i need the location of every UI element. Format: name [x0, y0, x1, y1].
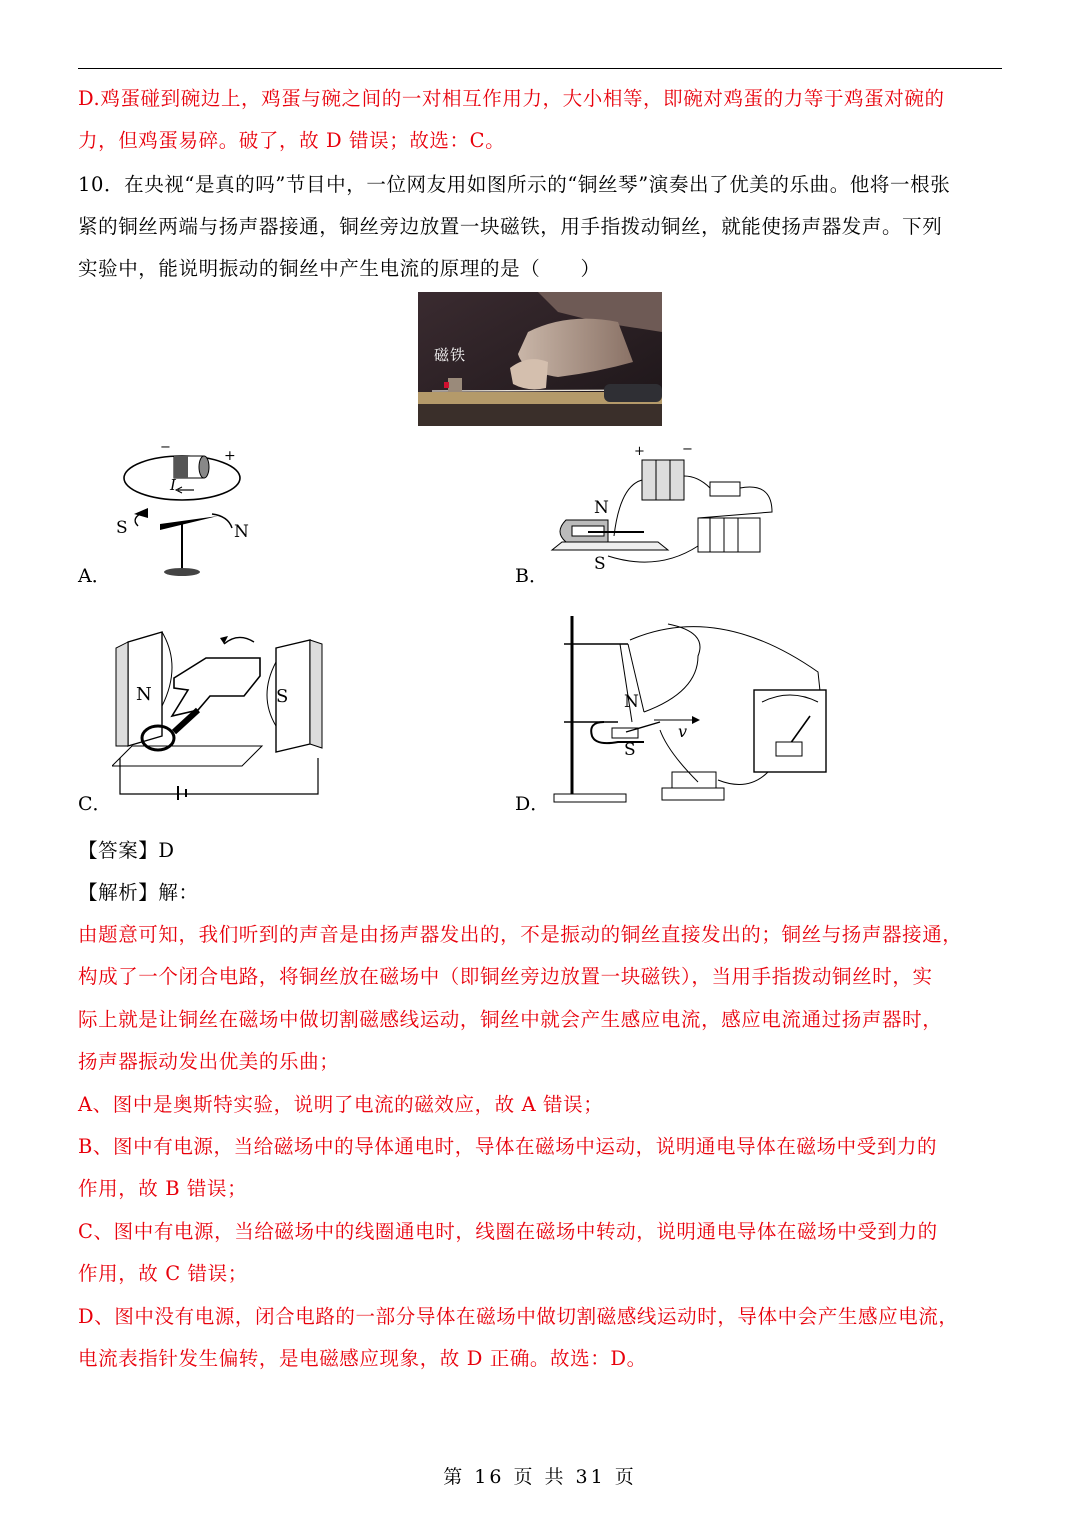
analysis-line: 扬声器振动发出优美的乐曲；: [78, 1050, 340, 1073]
a-s-label: S: [116, 518, 128, 538]
a-minus: −: [160, 440, 171, 455]
b-plus: +: [634, 444, 645, 459]
analysis-line: 由题意可知，我们听到的声音是由扬声器发出的，不是振动的铜丝直接发出的；铜丝与扬声器接通，: [78, 923, 963, 946]
header-rule: [78, 68, 1002, 69]
photo-caption-magnet: 磁铁: [434, 346, 467, 364]
b-s-label: S: [594, 554, 606, 574]
option-d-figure: [548, 612, 834, 806]
copper-wire-photo: [418, 292, 662, 426]
analysis-line: 际上就是让铜丝在磁场中做切割磁感线运动，铜丝中就会产生感应电流，感应电流通过扬声器时，: [78, 1008, 943, 1031]
a-plus: +: [224, 448, 236, 464]
c-s-label: S: [276, 686, 289, 707]
option-b-label: B．: [515, 565, 548, 587]
analysis-line: 作用，故 C 错误；: [78, 1262, 248, 1285]
d-velocity-label: v: [678, 722, 688, 741]
analysis-line: A、图中是奥斯特实验，说明了电流的磁效应，故 A 错误；: [78, 1093, 604, 1116]
answer-label: 【答案】D: [78, 839, 175, 862]
option-a-figure: [108, 442, 258, 578]
analysis-line: C、图中有电源，当给磁场中的线圈通电时，线圈在磁场中转动，说明通电导体在磁场中受到力的: [78, 1220, 938, 1243]
analysis-line: 构成了一个闭合电路，将铜丝放在磁场中（即铜丝旁边放置一块磁铁），当用手指拨动铜丝时，实: [78, 965, 933, 988]
option-d-label: D．: [515, 793, 550, 815]
analysis-line: 作用，故 B 错误；: [78, 1177, 248, 1200]
c-n-label: N: [136, 684, 152, 705]
analysis-line: 电流表指针发生偏转，是电磁感应现象，故 D 正确。故选：D。: [78, 1347, 647, 1370]
prev-answer-line-2: 力，但鸡蛋易碎。破了，故 D 错误；故选：C。: [78, 129, 506, 152]
a-current-label: I: [170, 476, 176, 494]
d-s-label: S: [624, 740, 636, 760]
analysis-line: D、图中没有电源，闭合电路的一部分导体在磁场中做切割磁感线运动时，导体中会产生感应电流，: [78, 1305, 959, 1328]
d-n-label: N: [624, 692, 639, 712]
option-a-label: A．: [78, 565, 111, 587]
question-line-2: 紧的铜丝两端与扬声器接通，铜丝旁边放置一块磁铁，用手指拨动铜丝，就能使扬声器发声。下列: [78, 215, 943, 238]
option-c-figure: [112, 626, 326, 800]
option-b-figure: [548, 442, 778, 578]
analysis-line: B、图中有电源，当给磁场中的导体通电时，导体在磁场中运动，说明通电导体在磁场中受到力的: [78, 1135, 938, 1158]
b-minus: −: [682, 442, 693, 457]
prev-answer-line-1: D.鸡蛋碰到碗边上，鸡蛋与碗之间的一对相互作用力，大小相等，即碗对鸡蛋的力等于鸡蛋对碗的: [78, 87, 945, 110]
question-line-3: 实验中，能说明振动的铜丝中产生电流的原理的是（ ）: [78, 257, 601, 280]
option-c-label: C．: [78, 793, 112, 815]
a-n-label: N: [234, 522, 249, 542]
question-line-1: 10．在央视“是真的吗”节目中，一位网友用如图所示的“铜丝琴”演奏出了优美的乐曲。他将一根张: [78, 173, 951, 196]
page-footer: 第 16 页 共 31 页: [443, 1466, 637, 1488]
analysis-label: 【解析】解：: [78, 881, 199, 904]
b-n-label: N: [594, 498, 609, 518]
